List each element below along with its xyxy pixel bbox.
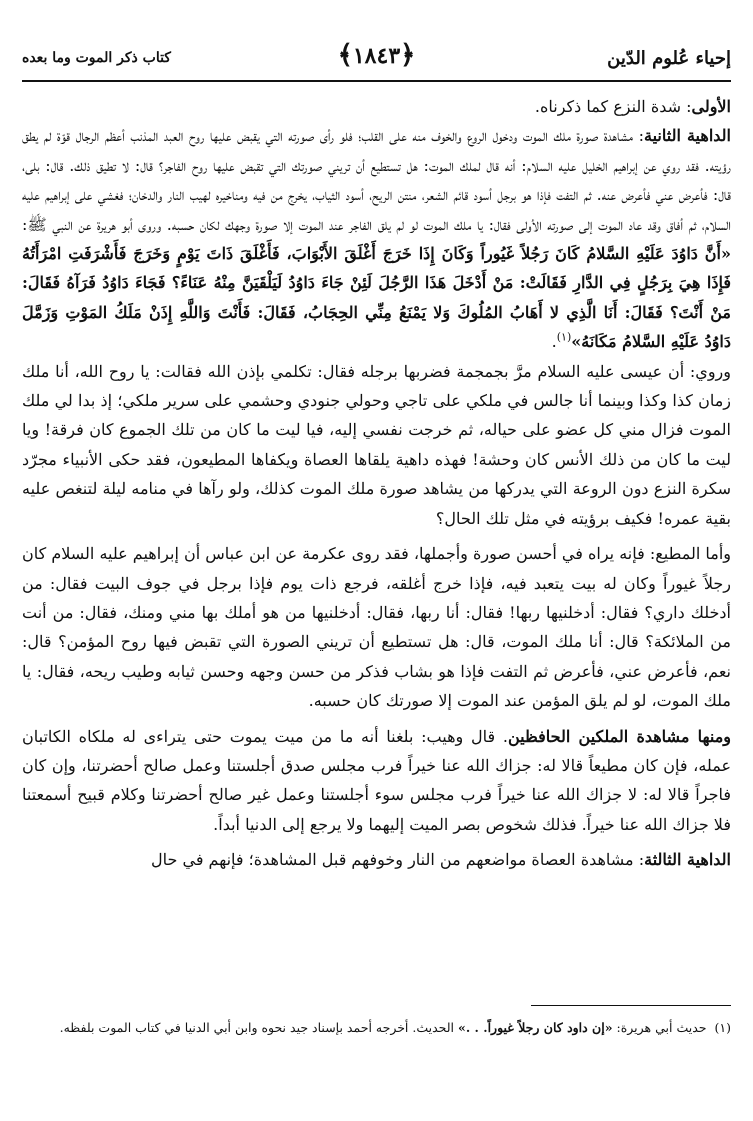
hadith-quote: «أَنَّ دَاوُدَ عَلَيْهِ السَّلامُ كَانَ رَجُلاً غَيُوراً وَكَانَ إِذَا خَرَجَ أَغْلَقَ الأَبْوَابَ، فَأَغْلَقَ ذَاتَ يَوْمٍ وَخَرَجَ فَأَشْرَفَتِ امْرَأَتُهُ فَإِذَا هِيَ بِرَجُلٍ فِي الدَّارِ فَقَالَتْ: مَنْ أَدْخَلَ هَذَا الرَّجُلَ لَئِنْ جَاءَ دَاوُدُ لَيَلْقَيَنَّ مِنْهُ عَنَاءً؟ فَجَاءَ دَاوُدُ فَرَآهُ فَقَالَ: مَنْ أَنْتَ؟ فَقَالَ: أَنَا الَّذِي لا أَهَابُ المُلُوكَ وَلا يَمْنَعُ مِنِّي الحِجَابُ، فَقَالَ: فَأَنْتَ وَاللَّهِ إِذَنْ مَلَكُ المَوْتِ وَزَمَّلَ دَاوُدُ عَلَيْهِ السَّلامُ مَكَانَهُ» bbox=[22, 244, 731, 352]
page-number bbox=[338, 40, 416, 70]
paragraph-text: . قال وهيب: بلغنا أنه ما من ميت يموت حتى يتراءى له ملكاه الكاتبان عمله، فإن كان مطيعاً قالا له: جزاك الله عنا خيراً فرب مجلس صدق أجلستنا وعمل صالح أحضرتنا، وإن كان فاجراً قالا له: لا جزاك الله عنا خيراً فرب مجلس سوء أجلستنا وعمل غير صالح أحضرتنا وكلام قبيح أسمعتنا فلا جزاك الله عنا خيراً. فذلك شخوص بصر الميت إليهما ولا يرجع إلى الدنيا أبداً. bbox=[22, 726, 731, 834]
paragraph-two-angels bbox=[22, 722, 731, 840]
paragraph-text: وأما المطيع: فإنه يراه في أحسن صورة وأجملها، فقد روى عكرمة عن ابن عباس أن إبراهيم عليه السلام كان رجلاً غيوراً وكان له بيت يتعبد فيه، فإذا خرج أغلقه، فرجع ذات يوم فإذا برجل في جوف البيت فقال: من أدخلك داري؟ فقال: أدخلنيها ربها! فقال: أنا ربها، فقال: أدخلنيها من هو أملك بها مني ومنك، فقال: من أنت من الملائكة؟ قال: أنا ملك الموت، قال: هل تستطيع أن تريني الصورة التي تقبض فيها روح المؤمن؟ قال: نعم، فأعرض عني، فأعرض ثم التفت فإذا هو بشاب فذكر من حسن وجهه وحسن ثيابه وطيب ريحه، فقال: يا ملك الموت، لو لم يلق المؤمن عند الموت إلا صورتك كان حسبه. bbox=[22, 544, 732, 711]
paragraph-text: : مشاهدة صورة ملك الموت ودخول الروع والخوف منه على القلب؛ فلو رأى صورته التي يقبض عليها روح العبد المذنب أعظم الرجال قوّة لم يطق رؤيته. فقد روي عن إبراهيم الخليل عليه السلام: أنه قال لملك الموت: هل تستطيع أن تريني صورتك التي تقبض عليها روح الفاجر؟ قال: لا تطيق ذلك. قال: بلى، قال: فأعرض عني فأعرض عنه. ثم التفت فإذا هو برجل أسود قائم الشعر، منتن الريح، أسود الثياب، يخرج من فيه ومناخيره لهيب النار والدخان؛ فغشي على إبراهيم عليه السلام، ثم أفاق وقد عاد الموت إلى صورته الأولى فقال: يا ملك الموت لو لم يلق الفاجر عند الموت إلا صورة وجهك لكان حسبه. وروى أبو هريرة عن النبي ﷺ: bbox=[22, 126, 731, 234]
book-title: إحياء عُلوم الدّين bbox=[607, 48, 731, 69]
paragraph-second-calamity bbox=[22, 121, 731, 356]
footnote-quote: «إن داود كان رجلاً غيوراً. . .» bbox=[458, 1020, 613, 1035]
paragraph-text: : مشاهدة العصاة مواضعهم من النار وخوفهم قبل المشاهدة؛ فإنهم في حال bbox=[151, 850, 645, 870]
page-header bbox=[22, 38, 731, 78]
paragraph-text: : شدة النزع كما ذكرناه. bbox=[534, 97, 692, 116]
chapter-title: كتاب ذكر الموت وما بعده bbox=[22, 50, 171, 66]
term-third-calamity: الداهية الثالثة bbox=[644, 850, 731, 870]
main-text bbox=[22, 92, 731, 875]
page-number-value: ١٨٤٣ bbox=[352, 43, 401, 69]
footnote-reference[interactable]: (١) bbox=[556, 330, 572, 344]
term-first: الأولى bbox=[691, 97, 731, 116]
footnote-number: (١) bbox=[714, 1020, 731, 1035]
paragraph-text: وروي: أن عيسى عليه السلام مرَّ بجمجمة فضربها برجله فقال: تكلمي بإذن الله فقالت: يا روح الله، أنا ملك زمان كذا وكذا وبينما أنا جالس في ملكي على تاجي وحولي جنودي وحشمي على سرير ملكي؛ إذ بدا لي ملك الموت فزال مني كل عضو على حياله، ثم خرجت نفسي إليه، فيا ليت ما كان من تلك الجموع كان فرقة! ويا ليت ما كان من ذلك الأنس كان وحشة! فهذه داهية يلقاها العصاة ويكفاها المطيعون، فقد حكى الأنبياء مجرّد سكرة النزع دون الروعة التي يدركها من يشاهد صورة ملك الموت كذلك، ولو رآها في منامه ليلة لتنغص عليه بقية عمره! فكيف برؤيته في مثل تلك الحال؟ bbox=[22, 361, 731, 528]
footnote-divider bbox=[531, 1005, 731, 1006]
brace-close: ﴾ bbox=[337, 40, 353, 70]
footnotes bbox=[22, 1015, 731, 1040]
paragraph-isa-skull bbox=[22, 357, 731, 533]
header-divider bbox=[22, 80, 731, 82]
term-second-calamity: الداهية الثانية bbox=[644, 126, 731, 146]
footnote-prefix: حديث أبي هريرة: bbox=[612, 1020, 707, 1035]
footnote-text: الحديث. أخرجه أحمد بإسناد جيد نحوه وابن أبي الدنيا في كتاب الموت بلفظه. bbox=[59, 1020, 458, 1035]
paragraph-end: . bbox=[551, 332, 557, 352]
term-two-angels: ومنها مشاهدة الملكين الحافظين bbox=[507, 726, 731, 746]
footnote bbox=[22, 1015, 731, 1040]
brace-open: ﴿ bbox=[400, 40, 416, 70]
paragraph-third-calamity bbox=[22, 845, 731, 874]
paragraph-obedient bbox=[22, 539, 731, 715]
paragraph-first bbox=[22, 92, 731, 121]
